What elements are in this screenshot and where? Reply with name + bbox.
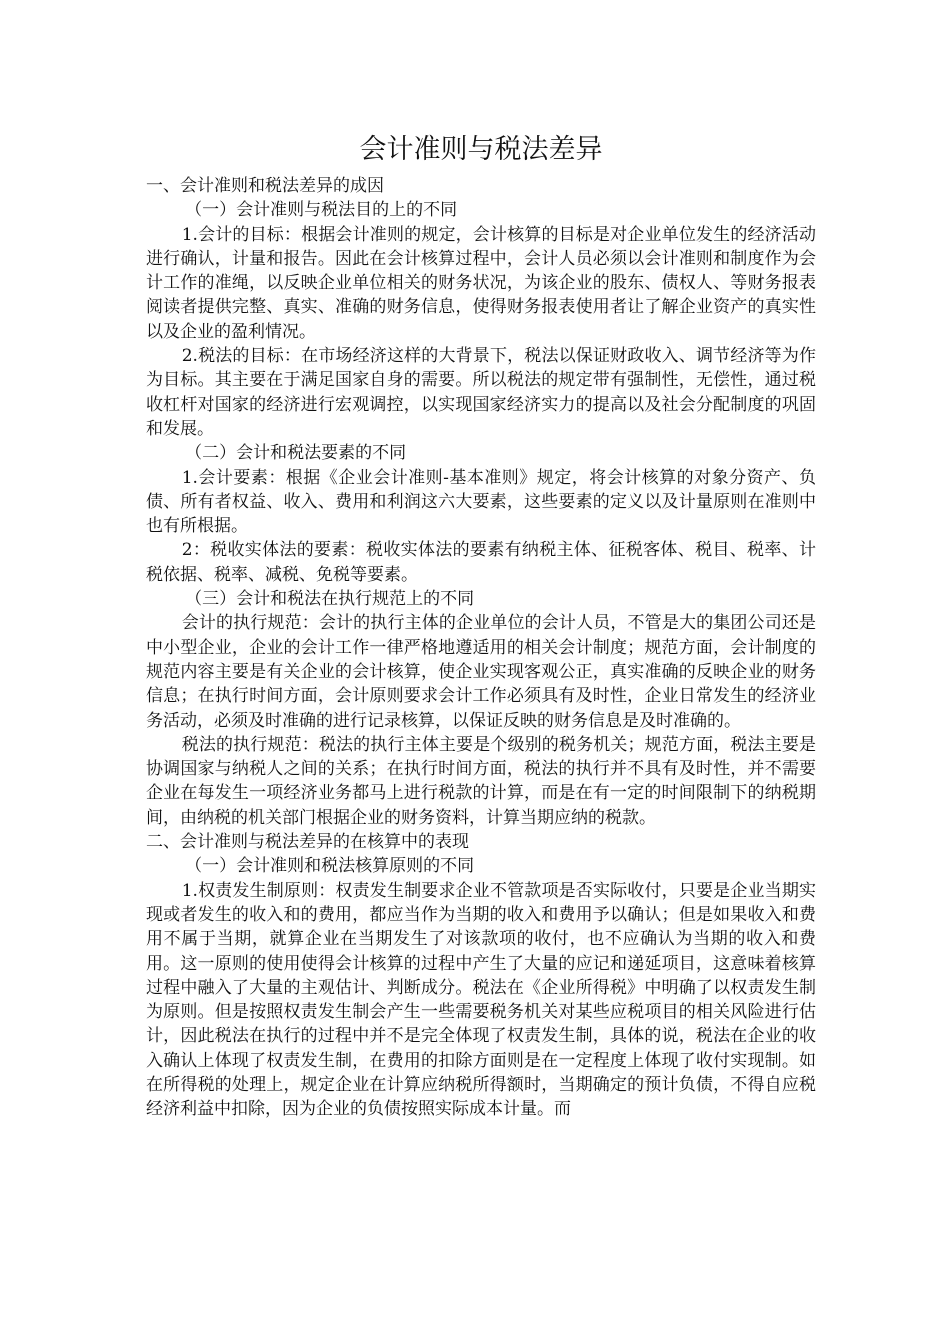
paragraph-tax-execution: 税法的执行规范：税法的执行主体主要是个级别的税务机关；规范方面，税法主要是协调国家与纳税人之间的关系；在执行时间方面，税法的执行并不具有及时性，并不需要企业在每发生一项经济业务都马上进行税款的计算，而是在有一定的时间限制下的纳税期间，由纳税的机关部门根据企业的财务资料，计算当期应纳的税款。 xyxy=(146,734,816,828)
section-heading-2: 二、会计准则与税法差异的在核算中的表现 xyxy=(146,832,469,853)
paragraph-accounting-elements: 1.会计要素：根据《企业会计准则-基本准则》规定，将会计核算的对象分资产、负债、所有者权益、收入、费用和利润这六大要素，这些要素的定义以及计量原则在准则中也有所根据。 xyxy=(146,467,816,537)
subsection-heading-1-3: （三）会计和税法在执行规范上的不同 xyxy=(185,589,475,610)
subsection-heading-1-2: （二）会计和税法要素的不同 xyxy=(185,443,407,464)
paragraph-accounting-execution: 会计的执行规范：会计的执行主体的企业单位的会计人员，不管是大的集团公司还是中小型企业，企业的会计工作一律严格地遵适用的相关会计制度；规范方面，会计制度的规范内容主要是有关企业的会计核算，使企业实现客观公正，真实准确的反映企业的财务信息；在执行时间方面，会计原则要求会计工作必须具有及时性，企业日常发生的经济业务活动，必须及时准确的进行记录核算，以保证反映的财务信息是及时准确的。 xyxy=(146,613,816,731)
paragraph-tax-elements: 2：税收实体法的要素：税收实体法的要素有纳税主体、征税客体、税目、税率、计税依据、税率、减税、免税等要素。 xyxy=(146,540,816,585)
paragraph-accounting-objective: 1.会计的目标：根据会计准则的规定，会计核算的目标是对企业单位发生的经济活动进行确认，计量和报告。因此在会计核算过程中，会计人员必须以会计准则和制度作为会计工作的准绳，以反映企业单位相关的财务状况，为该企业的股东、债权人、等财务报表阅读者提供完整、真实、准确的财务信息，使得财务报表使用者让了解企业资产的真实性以及企业的盈利情况。 xyxy=(146,224,816,342)
document-title: 会计准则与税法差异 xyxy=(359,134,603,165)
paragraph-tax-law-objective: 2.税法的目标：在市场经济这样的大背景下，税法以保证财政收入、调节经济等为作为目标。其主要在于满足国家自身的需要。所以税法的规定带有强制性，无偿性，通过税收杠杆对国家的经济进行宏观调控，以实现国家经济实力的提高以及社会分配制度的巩固和发展。 xyxy=(146,346,816,439)
subsection-heading-1-1: （一）会计准则与税法目的上的不同 xyxy=(185,200,458,221)
section-heading-1: 一、会计准则和税法差异的成因 xyxy=(146,176,384,196)
document-page xyxy=(146,130,816,1122)
subsection-heading-2-1: （一）会计准则和税法核算原则的不同 xyxy=(185,856,475,877)
paragraph-accrual-principle: 1.权责发生制原则：权责发生制要求企业不管款项是否实际收付，只要是企业当期实现或者发生的收入和的费用，都应当作为当期的收入和费用予以确认；但是如果收入和费用不属于当期，就算企业在当期发生了对该款项的收付，也不应确认为当期的收入和费用。这一原则的使用使得会计核算的过程中产生了大量的应记和递延项目，这意味着核算过程中融入了大量的主观估计、判断成分。税法在《企业所得税》中明确了以权责发生制为原则。但是按照权责发生制会产生一些需要税务机关对某些应税项目的相关风险进行估计，因此税法在执行的过程中并不是完全体现了权责发生制，具体的说，税法在企业的收入确认上体现了权责发生制，在费用的扣除方面则是在一定程度上体现了收付实现制。如在所得税的处理上，规定企业在计算应纳税所得额时，当期确定的预计负债，不得自应税经济利益中扣除，因为企业的负债按照实际成本计量。而 xyxy=(146,880,816,1120)
